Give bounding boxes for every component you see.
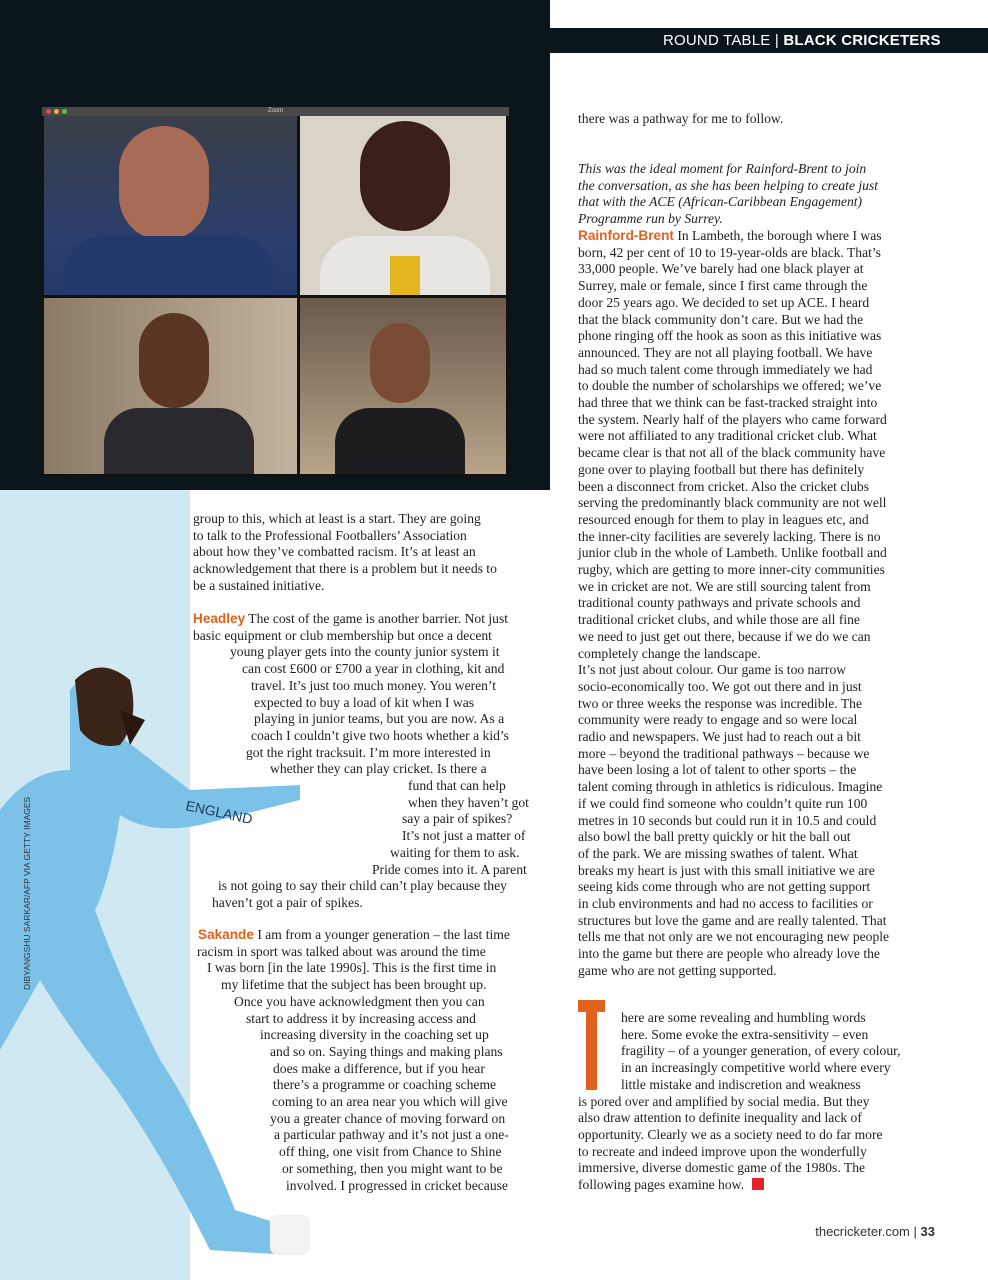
line-text: group to this, which at least is a start. They are going: [193, 511, 481, 526]
video-tile-participant-4: [300, 298, 506, 474]
text-line: [578, 245, 881, 262]
line-text: were not affiliated to any traditional cricket club. What: [578, 428, 877, 444]
line-text: metres in 10 seconds but could run it in 10.5 and could: [578, 812, 877, 828]
line-text: Pride comes into it. A parent: [372, 861, 527, 877]
line-text: opportunity. Clearly we as a society need to do far more: [578, 1126, 883, 1142]
line-text: two or three weeks the response was incredible. The: [578, 695, 862, 711]
text-line: [578, 963, 777, 980]
text-line: [230, 644, 500, 661]
page-number: 33: [920, 1224, 935, 1239]
speaker-name: Headley: [193, 611, 246, 626]
line-text: following pages examine how.: [578, 1177, 744, 1192]
text-line: [408, 795, 529, 812]
line-text: that with the ACE (African-Caribbean Engagement): [578, 194, 863, 210]
line-text: fragility – of a younger generation, of every colour,: [621, 1043, 901, 1059]
text-line: [270, 1111, 505, 1128]
text-line: [578, 261, 864, 278]
line-text: my lifetime that the subject has been brought up.: [221, 977, 487, 993]
text-line: [578, 629, 871, 646]
line-text: little mistake and indiscretion and weakness: [621, 1076, 861, 1092]
text-line: [621, 1043, 901, 1060]
line-text: waiting for them to ask.: [390, 844, 520, 860]
line-text: radio and newspapers. We just had to reach out a bit: [578, 729, 861, 744]
text-line: [578, 395, 877, 412]
line-text: coming to an area near you which will give: [272, 1094, 508, 1109]
line-text: serving the predominantly black community are not well: [578, 495, 887, 511]
text-line: [578, 863, 875, 880]
line-text: to recreate and indeed improve upon the wonderfully: [578, 1143, 867, 1159]
minimize-dot-icon: [54, 109, 59, 114]
line-text: This was the ideal moment for Rainford-Brent to join: [578, 161, 867, 176]
window-titlebar: [42, 107, 509, 116]
text-line: [578, 696, 862, 713]
line-text: the inner-city facilities are severely lacking. There is no: [578, 528, 881, 544]
text-line: [578, 462, 864, 479]
line-text: into the game but there are people who already love the: [578, 946, 880, 962]
line-text: basic equipment or club membership but once a decent: [193, 627, 492, 643]
text-line: [193, 578, 324, 595]
line-text: the conversation, as she has been helping to create just: [578, 177, 879, 193]
separator: |: [913, 1224, 917, 1239]
line-text: you a greater chance of moving forward on: [270, 1110, 506, 1126]
speaker-name: Rainford-Brent: [578, 228, 674, 243]
video-tile-participant-2: [300, 116, 506, 295]
line-text: acknowledgement that there is a problem but it needs to: [193, 561, 497, 577]
line-text: community were ready to engage and so were local: [578, 712, 858, 728]
separator: |: [774, 32, 779, 49]
text-line: [578, 228, 882, 245]
line-text: 33,000 people. We’ve barely had one black player at: [578, 261, 864, 277]
line-text: is not going to say their child can’t play because they: [218, 878, 507, 894]
line-text: In Lambeth, the borough where I was: [673, 228, 882, 243]
line-text: we in cricket are not. We are still sourcing talent from: [578, 578, 871, 594]
line-text: haven’t got a pair of spikes.: [212, 894, 363, 910]
text-line: [578, 829, 851, 846]
text-line: [274, 1127, 509, 1144]
line-text: to talk to the Professional Footballers’ Association: [193, 527, 467, 543]
line-text: traditional cricket clubs, and while those are all fine: [578, 612, 860, 628]
line-text: fund that can help: [408, 778, 506, 793]
text-line: [578, 428, 877, 445]
line-text: talent coming through in athletics is ridiculous. Imagine: [578, 779, 883, 795]
text-line: [251, 678, 496, 695]
line-text: can cost £600 or £700 a year in clothing, kit and: [242, 661, 505, 677]
line-text: seeing kids come through who are not getting support: [578, 879, 871, 895]
line-text: increasing diversity in the coaching set up: [260, 1027, 489, 1043]
line-text: or something, then you might want to be: [282, 1160, 503, 1176]
text-line: [578, 211, 723, 228]
site-url: thecricketer.com: [815, 1224, 910, 1239]
line-text: phone ringing off the hook as soon as this initiative was: [578, 328, 882, 344]
line-text: the system. Nearly half of the players who came forward: [578, 411, 887, 427]
text-line: [578, 194, 862, 211]
text-line: [578, 762, 856, 779]
line-text: Once you have acknowledgment then you can: [234, 993, 485, 1009]
text-line: [578, 445, 885, 462]
text-line: [578, 1110, 862, 1127]
line-text: traditional county pathways and private schools and: [578, 595, 861, 611]
text-line: [578, 913, 887, 930]
line-text: It’s not just a matter of: [402, 828, 526, 844]
text-line: [578, 161, 866, 178]
text-line: [578, 796, 867, 813]
text-line: [198, 927, 510, 944]
text-line: [218, 878, 507, 895]
line-text: Programme run by Surrey.: [578, 211, 723, 227]
text-line: [578, 328, 881, 345]
text-line: [578, 662, 846, 679]
text-line: [578, 612, 860, 629]
line-text: in an increasingly competitive world where every: [621, 1060, 891, 1076]
text-line: [578, 1127, 883, 1144]
text-line: [578, 1177, 764, 1194]
text-line: [578, 729, 861, 746]
text-line: [372, 862, 527, 879]
text-line: [578, 746, 869, 763]
text-line: [578, 813, 876, 830]
text-line: [254, 711, 504, 728]
text-line: [578, 479, 869, 496]
line-text: if we could find someone who couldn’t quite run 100: [578, 795, 868, 811]
text-line: [402, 828, 525, 845]
line-text: I was born [in the late 1990s]. This is the first time in: [207, 960, 497, 976]
line-text: door 25 years ago. We decided to set up ACE. I heard: [578, 294, 870, 310]
text-line: [578, 295, 869, 312]
video-tile-participant-3: [44, 298, 297, 474]
end-mark-icon: [752, 1178, 764, 1190]
line-text: socio-economically too. We got out there and in just: [578, 678, 862, 694]
line-text: born, 42 per cent of 10 to 19-year-olds are black. That’s: [578, 244, 881, 260]
line-text: Surrey, male or female, since I first came through the: [578, 278, 868, 294]
text-line: [273, 1061, 485, 1078]
line-text: a particular pathway and it’s not just a one-: [274, 1127, 509, 1143]
text-line: [270, 1044, 503, 1061]
text-line: [578, 529, 881, 546]
text-line: [578, 345, 872, 362]
line-text: about how they’ve combatted racism. It’s at least an: [193, 544, 476, 560]
text-line: [390, 845, 520, 862]
text-line: [193, 611, 508, 628]
line-text: completely change the landscape.: [578, 645, 761, 661]
line-text: be a sustained initiative.: [193, 577, 325, 593]
text-line: [578, 278, 867, 295]
line-text: had three that we think can be fast-tracked straight into: [578, 395, 878, 410]
line-text: structures but love the game and are really talented. That: [578, 912, 887, 928]
text-line: [578, 512, 869, 529]
text-line: [578, 779, 882, 796]
text-line: [197, 944, 486, 961]
page-footer: [815, 1224, 935, 1239]
text-line: [578, 495, 886, 512]
line-text: is pored over and amplified by social media. But they: [578, 1093, 870, 1109]
line-text: here. Some evoke the extra-sensitivity – even: [621, 1026, 869, 1042]
line-text: also bowl the ball pretty quickly or hit the ball out: [578, 829, 851, 845]
line-text: immersive, diverse domestic game of the 1980s. The: [578, 1160, 866, 1176]
line-text: I am from a younger generation – the last time: [253, 927, 510, 942]
line-text: in club environments and had no access to facilities or: [578, 896, 873, 911]
text-line: [621, 1027, 868, 1044]
line-text: here are some revealing and humbling words: [621, 1010, 866, 1025]
line-text: rugby, which are getting to more inner-city communities: [578, 562, 885, 577]
text-line: [273, 1077, 496, 1094]
svg-text:ENGLAND: ENGLAND: [184, 797, 254, 828]
text-line: [621, 1077, 861, 1094]
speaker-name: Sakande: [198, 927, 254, 942]
line-text: became clear is that not all of the black community have: [578, 445, 886, 461]
text-line: [578, 646, 761, 663]
window-title: Zoom: [267, 108, 284, 114]
close-dot-icon: [46, 109, 51, 114]
line-text: travel. It’s just too much money. You weren’t: [251, 677, 497, 693]
line-text: that the black community don’t care. But we had the: [578, 311, 864, 327]
text-line: [578, 178, 878, 195]
text-line: [578, 846, 858, 863]
text-line: [234, 994, 485, 1011]
line-text: gone over to playing football but there has definitely: [578, 461, 865, 477]
text-line: [254, 695, 474, 712]
line-text: coach I couldn’t give two hoots whether a kid’s: [251, 727, 509, 743]
line-text: there’s a programme or coaching scheme: [273, 1077, 497, 1093]
line-text: resourced enough for them to play in leagues etc, and: [578, 511, 869, 527]
line-text: we need to just get out there, because if we do we can: [578, 628, 871, 644]
text-line: [242, 661, 504, 678]
text-line: [270, 761, 487, 778]
text-line: [286, 1178, 508, 1195]
line-text: off thing, one visit from Chance to Shine: [279, 1144, 502, 1160]
text-line: [578, 312, 863, 329]
text-line: [621, 1010, 866, 1027]
line-text: It’s not just about colour. Our game is too narrow: [578, 662, 847, 678]
text-line: [578, 1094, 869, 1111]
line-text: there was a pathway for me to follow.: [578, 111, 784, 126]
text-line: [207, 960, 496, 977]
text-line: [272, 1094, 508, 1111]
line-text: more – beyond the traditional pathways – because we: [578, 745, 870, 761]
text-line: [260, 1027, 489, 1044]
text-line: [578, 929, 889, 946]
line-text: have been losing a lot of talent to other sports – the: [578, 762, 857, 778]
text-line: [212, 895, 363, 912]
video-call-screenshot: [42, 107, 509, 477]
text-line: [221, 977, 486, 994]
line-text: whether they can play cricket. Is there a: [270, 761, 487, 777]
section-topic: BLACK CRICKETERS: [783, 32, 941, 49]
line-text: also draw attention to definite inequality and lack of: [578, 1110, 862, 1126]
line-text: young player gets into the county junior system it: [230, 644, 500, 660]
line-text: been a disconnect from cricket. Also the cricket clubs: [578, 478, 870, 494]
text-line: [578, 362, 872, 379]
text-line: [193, 528, 467, 545]
line-text: game who are not getting supported.: [578, 962, 777, 978]
line-text: involved. I progressed in cricket because: [286, 1177, 508, 1193]
text-line: [621, 1060, 891, 1077]
line-text: and so on. Saying things and making plans: [270, 1043, 503, 1059]
line-text: announced. They are not all playing football. We have: [578, 344, 873, 360]
line-text: junior club in the whole of Lambeth. Unlike football and: [578, 545, 887, 561]
text-line: [279, 1144, 502, 1161]
text-line: [578, 879, 870, 896]
text-line: [578, 579, 871, 596]
line-text: of the park. We are missing swathes of talent. What: [578, 845, 858, 861]
text-line: [193, 511, 481, 528]
text-line: [578, 712, 857, 729]
text-line: [578, 378, 881, 395]
line-text: breaks my heart is just with this small initiative we are: [578, 862, 875, 878]
text-line: [578, 1160, 865, 1177]
text-line: [578, 111, 783, 128]
line-text: start to address it by increasing access and: [246, 1010, 476, 1026]
text-line: [578, 896, 873, 913]
photo-credit: DIBYANGSHU SARKAR/AFP VIA GETTY IMAGES: [22, 796, 32, 990]
text-line: [282, 1161, 503, 1178]
text-line: [578, 595, 860, 612]
text-line: [578, 562, 885, 579]
video-tile-participant-1: [44, 116, 297, 295]
text-line: [408, 778, 506, 795]
text-line: [578, 946, 880, 963]
text-line: [578, 1144, 867, 1161]
line-text: had so much talent come through immediately we had: [578, 361, 873, 377]
maximize-dot-icon: [62, 109, 67, 114]
section-header: [550, 28, 988, 53]
text-line: [193, 561, 497, 578]
line-text: does make a difference, but if you hear: [273, 1060, 485, 1076]
text-line: [578, 412, 887, 429]
line-text: say a pair of spikes?: [402, 811, 513, 827]
line-text: The cost of the game is another barrier. Not just: [245, 611, 509, 626]
text-line: [193, 628, 492, 645]
line-text: racism in sport was talked about was around the time: [197, 943, 486, 959]
drop-cap: [578, 1000, 605, 1090]
line-text: got the right tracksuit. I’m more interested in: [246, 744, 491, 760]
line-text: tells me that not only are we not encouraging new people: [578, 929, 890, 945]
text-line: [251, 728, 509, 745]
text-line: [246, 1011, 476, 1028]
text-line: [578, 679, 862, 696]
line-text: when they haven’t got: [408, 794, 529, 810]
line-text: to double the number of scholarships we offered; we’ve: [578, 378, 882, 394]
line-text: playing in junior teams, but you are now. As a: [254, 711, 505, 727]
text-line: [193, 544, 476, 561]
section-label: ROUND TABLE: [663, 32, 771, 49]
text-line: [402, 811, 512, 828]
text-line: [246, 745, 491, 762]
line-text: expected to buy a load of kit when I was: [254, 694, 475, 710]
text-line: [578, 545, 887, 562]
